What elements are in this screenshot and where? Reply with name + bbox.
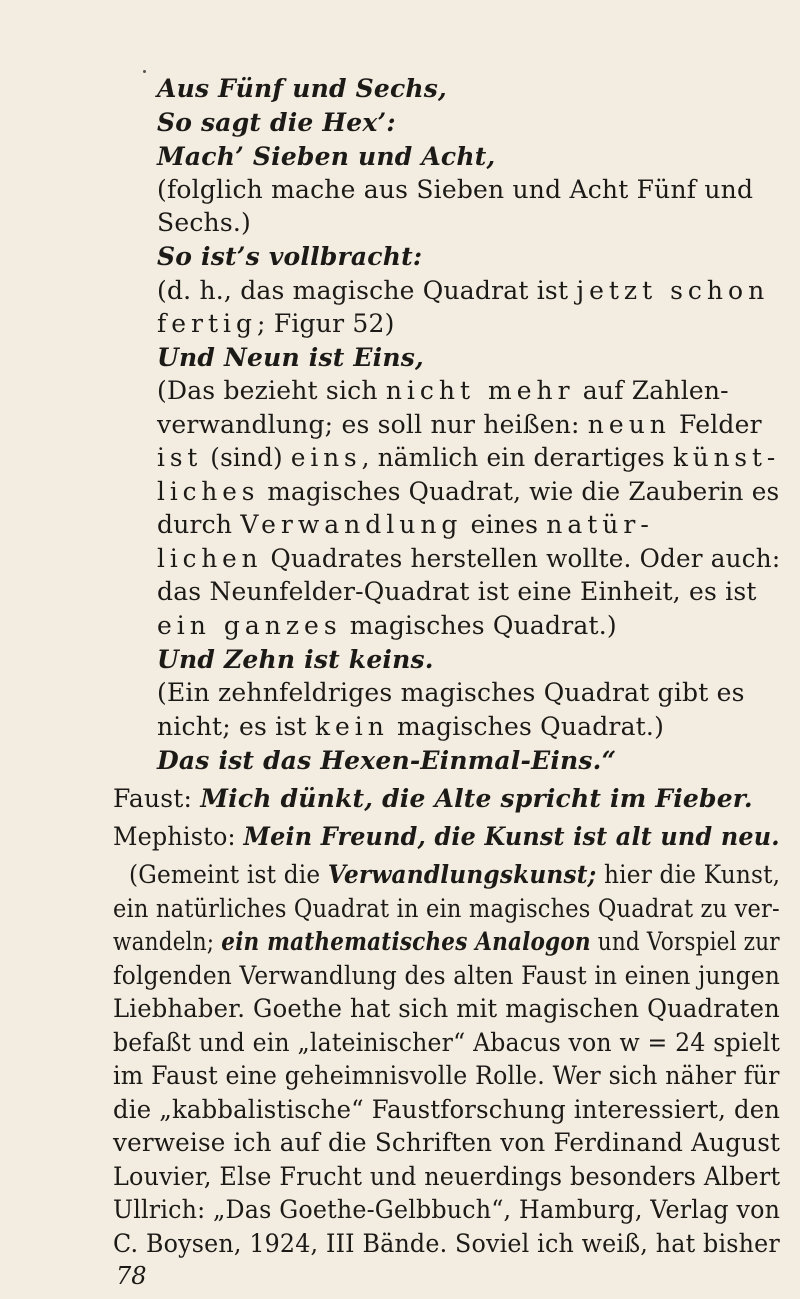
paragraph-line: verweise ich auf die Schriften von Ferdinand August bbox=[113, 1128, 781, 1157]
commentary-line: (Ein zehnfeldriges magisches Quadrat gibt es bbox=[157, 678, 745, 707]
commentary-line: (d. h., das magische Quadrat ist jetzt schon bbox=[157, 276, 770, 305]
commentary-line: (folglich mache aus Sieben und Acht Fünf und bbox=[157, 175, 754, 204]
paragraph-line: (Gemeint ist die Verwandlungskunst; hier die Kunst, bbox=[129, 860, 781, 889]
commentary-line: ist (sind) eins, nämlich ein derartiges künst- bbox=[157, 443, 781, 472]
paragraph-line: ein natürliches Quadrat in ein magisches Quadrat zu ver- bbox=[113, 894, 780, 923]
commentary-line: lichen Quadrates herstellen wollte. Oder auch: bbox=[157, 544, 781, 573]
verse-line: So ist’s vollbracht: bbox=[157, 242, 423, 271]
verse-line: Und Zehn ist keins. bbox=[157, 645, 434, 674]
commentary-line: ein ganzes magisches Quadrat.) bbox=[157, 611, 617, 640]
commentary-line: Sechs.) bbox=[157, 208, 251, 237]
commentary-line: liches magisches Quadrat, wie die Zauberin es bbox=[157, 477, 780, 506]
paragraph-line: wandeln; ein mathematisches Analogon und Vorspiel zur bbox=[113, 927, 780, 956]
paragraph-line: Louvier, Else Frucht und neuerdings besonders Albert bbox=[113, 1162, 781, 1191]
dialogue-line-mephisto: Mephisto: Mein Freund, die Kunst ist alt und neu. bbox=[113, 822, 780, 851]
commentary-line: fertig; Figur 52) bbox=[157, 309, 395, 338]
verse-line: Aus Fünf und Sechs, bbox=[157, 74, 447, 103]
paragraph-line: die „kabbalistische“ Faustforschung interessiert, den bbox=[113, 1095, 781, 1124]
commentary-line: nicht; es ist kein magisches Quadrat.) bbox=[157, 712, 665, 741]
dialogue-line-faust: Faust: Mich dünkt, die Alte spricht im Fieber. bbox=[113, 784, 753, 813]
verse-line: Und Neun ist Eins, bbox=[157, 343, 424, 372]
commentary-line: durch Verwandlung eines natür- bbox=[157, 510, 654, 539]
commentary-line: (Das bezieht sich nicht mehr auf Zahlen- bbox=[157, 376, 729, 405]
paragraph-line: Liebhaber. Goethe hat sich mit magischen Quadraten bbox=[113, 994, 780, 1023]
verse-line: Mach’ Sieben und Acht, bbox=[157, 142, 496, 171]
print-speck bbox=[143, 70, 146, 73]
paragraph-line: befaßt und ein „lateinischer“ Abacus von w = 24 spielt bbox=[113, 1028, 781, 1057]
verse-line: So sagt die Hex’: bbox=[157, 108, 396, 137]
commentary-line: verwandlung; es soll nur heißen: neun Felder bbox=[157, 410, 762, 439]
paragraph-line: C. Boysen, 1924, III Bände. Soviel ich weiß, hat bisher bbox=[113, 1229, 780, 1258]
verse-line: Das ist das Hexen-Einmal-Eins.“ bbox=[157, 746, 617, 775]
paragraph-line: im Faust eine geheimnisvolle Rolle. Wer sich näher für bbox=[113, 1061, 780, 1090]
speaker-name: Mephisto: bbox=[113, 822, 244, 851]
speaker-name: Faust: bbox=[113, 784, 201, 813]
paragraph-line: Ullrich: „Das Goethe-Gelbbuch“, Hamburg, Verlag von bbox=[113, 1195, 781, 1224]
page-number: 78 bbox=[116, 1262, 147, 1290]
paragraph-line: folgenden Verwandlung des alten Faust in einen jungen bbox=[113, 961, 780, 990]
commentary-line: das Neunfelder-Quadrat ist eine Einheit, es ist bbox=[157, 577, 757, 606]
